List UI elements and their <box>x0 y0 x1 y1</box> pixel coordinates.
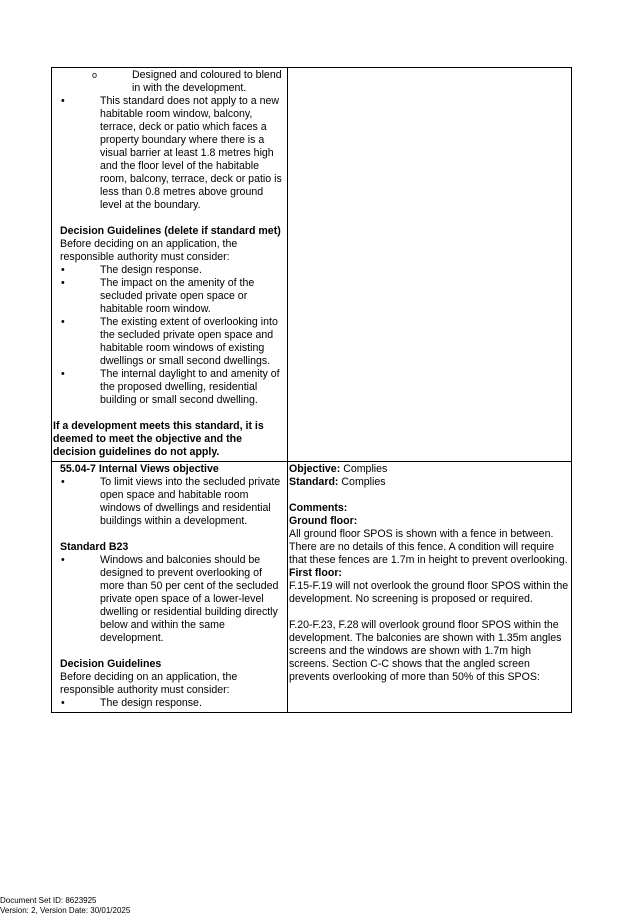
standard-heading: Standard B23 <box>60 541 129 553</box>
standard-cell <box>52 462 288 713</box>
decision-guidelines-heading: Decision Guidelines <box>60 658 162 670</box>
assessment-table <box>51 67 572 713</box>
circle-bullet-icon: o <box>92 70 98 80</box>
list-item: • To limit views into the secluded private open space and habitable room windows of dwellings and residential buildings within a development. <box>61 476 281 527</box>
compliance-note: If a development meets this standard, it is deemed to meet the objective and the decision guidelines do not apply. <box>53 420 264 458</box>
bullet-icon: • <box>61 264 65 276</box>
version-info: Version: 2, Version Date: 30/01/2025 <box>0 906 131 915</box>
first-floor-text: F.15-F.19 will not overlook the ground floor SPOS within the development. No screening is proposed or required. <box>289 580 569 605</box>
assessment-cell <box>288 68 572 462</box>
list-item: • The internal daylight to and amenity of the proposed dwelling, residential building or small second dwelling. <box>61 368 280 406</box>
objective-result: Objective: Complies <box>289 463 388 475</box>
table-row <box>52 68 572 462</box>
first-floor-text: F.20-F.23, F.28 will overlook ground floor SPOS within the development. The balconies are shown with 1.35m angles screens and the windows are shown with 1.7m high screens. Section C-C shows that the angled screen prevents overlooking of more than 50% of this SPOS: <box>289 619 562 683</box>
sub-list-item: o Designed and coloured to blend in with the development. <box>92 69 282 94</box>
decision-guidelines-intro: Before deciding on an application, the responsible authority must consider: <box>60 238 238 263</box>
list-item: • The design response. <box>61 264 202 276</box>
ground-floor-text: All ground floor SPOS is shown with a fence in between. There are no details of this fence. A condition will require that these fences are 1.7m in height to prevent overlooking. <box>289 528 568 566</box>
comments-heading: Comments: <box>289 502 348 514</box>
list-item: • The design response. <box>61 697 202 709</box>
bullet-icon: • <box>61 554 65 566</box>
ground-floor-heading: Ground floor: <box>289 515 358 527</box>
bullet-icon: • <box>61 697 65 709</box>
bullet-icon: • <box>61 316 65 328</box>
standard-cell <box>52 68 288 462</box>
document-set-id: Document Set ID: 8623925 <box>0 896 97 905</box>
assessment-cell <box>288 462 572 713</box>
bullet-icon: • <box>61 277 65 289</box>
bullet-icon: • <box>61 476 65 488</box>
standard-result: Standard: Complies <box>289 476 386 488</box>
bullet-icon: • <box>61 95 65 107</box>
table-row <box>52 462 572 713</box>
list-item: • The impact on the amenity of the secluded private open space or habitable room window. <box>61 277 255 315</box>
decision-guidelines-intro: Before deciding on an application, the responsible authority must consider: <box>60 671 238 696</box>
objective-heading: 55.04-7 Internal Views objective <box>60 463 219 475</box>
list-item: • The existing extent of overlooking into the secluded private open space and habitable room windows of existing dwellings or small second dwellings. <box>61 316 278 367</box>
bullet-icon: • <box>61 368 65 380</box>
decision-guidelines-heading: Decision Guidelines (delete if standard met) <box>60 225 281 237</box>
list-item: • This standard does not apply to a new habitable room window, balcony, terrace, deck or patio which faces a property boundary where there is a visual barrier at least 1.8 metres high and the floor level of the habitable room, balcony, terrace, deck or patio is less than 0.8 metres above ground level at the boundary. <box>61 95 282 211</box>
list-item: • Windows and balconies should be designed to prevent overlooking of more than 50 per cent of the secluded private open space of a lower-level dwelling or residential building directly below and within the same development. <box>61 554 279 644</box>
first-floor-heading: First floor: <box>289 567 342 579</box>
